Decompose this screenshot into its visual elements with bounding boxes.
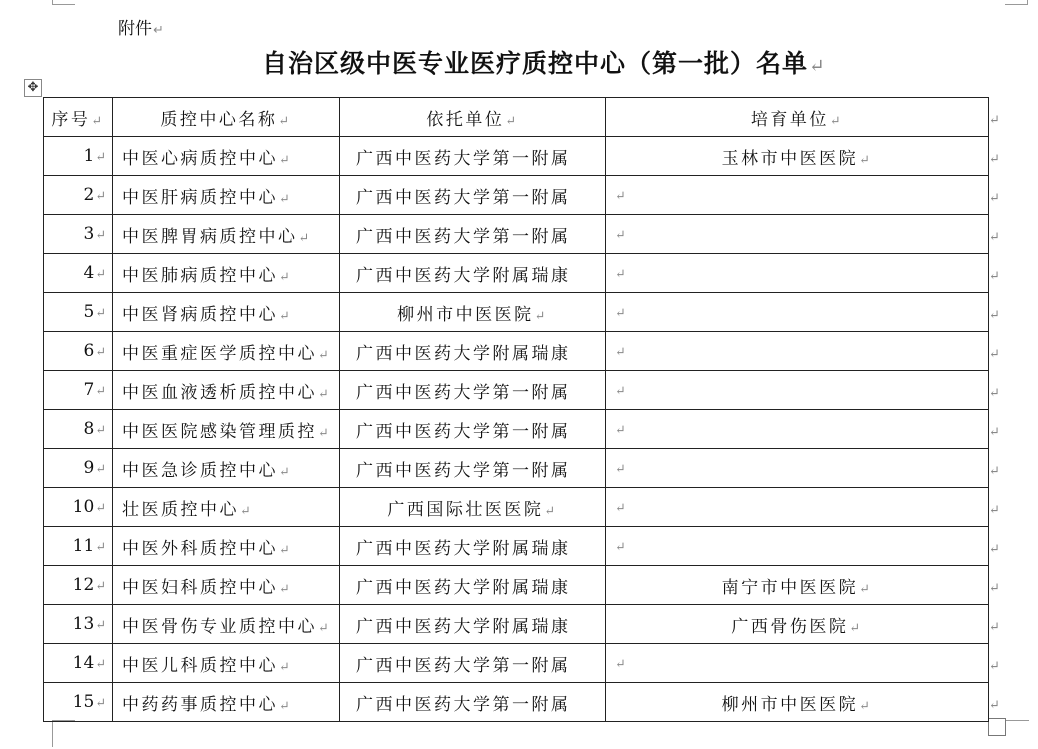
paragraph-mark-icon: ↵ (95, 345, 106, 360)
cell-host-unit[interactable]: 广西中医药大学第一附属 (340, 683, 606, 722)
paragraph-mark-icon: ↵ (544, 503, 558, 519)
row-end-mark-icon: ↵ (989, 542, 1000, 557)
paragraph-mark-icon: ↵ (318, 347, 332, 363)
paragraph-mark-icon: ↵ (279, 659, 293, 675)
cell-cultivation-unit[interactable] (606, 254, 989, 293)
paragraph-mark-icon: ↵ (318, 425, 332, 441)
crop-mark-bottom-left (52, 720, 75, 747)
cell-host-unit[interactable]: 广西国际壮医医院↵ (340, 488, 606, 527)
row-end-mark-icon: ↵ (989, 425, 1000, 440)
cell-cultivation-unit[interactable] (606, 176, 989, 215)
cell-center-name[interactable]: 中医血液透析质控中心↵ (113, 371, 340, 410)
paragraph-mark-icon: ↵ (95, 462, 106, 477)
row-end-mark-icon: ↵ (989, 230, 1000, 245)
cell-cultivation-unit[interactable]: 柳州市中医医院↵ (606, 683, 989, 722)
table-row (44, 371, 989, 410)
cell-serial-number[interactable]: 1↵ (44, 137, 113, 176)
cell-host-unit[interactable]: 广西中医药大学第一附属 (340, 176, 606, 215)
row-end-mark-icon: ↵ (989, 698, 1000, 713)
paragraph-mark-icon: ↵ (859, 698, 873, 714)
paragraph-mark-icon: ↵ (849, 620, 863, 636)
crop-mark-bottom-right (1005, 720, 1029, 721)
paragraph-mark-icon: ↵ (615, 462, 629, 477)
cell-center-name[interactable]: 中医妇科质控中心↵ (113, 566, 340, 605)
cell-center-name[interactable]: 中医急诊质控中心↵ (113, 449, 340, 488)
paragraph-mark-icon: ↵ (859, 581, 873, 597)
paragraph-mark-icon: ↵ (279, 308, 293, 324)
cell-cultivation-unit[interactable]: 南宁市中医医院↵ (606, 566, 989, 605)
cell-host-unit[interactable]: 广西中医药大学附属瑞康 (340, 566, 606, 605)
cell-host-unit[interactable]: 广西中医药大学第一附属 (340, 644, 606, 683)
paragraph-mark-icon: ↵ (95, 384, 106, 399)
paragraph-mark-icon: ↵ (95, 150, 106, 165)
paragraph-mark-icon: ↵ (95, 657, 106, 672)
cell-cultivation-unit[interactable] (606, 449, 989, 488)
paragraph-mark-icon: ↵ (298, 230, 312, 246)
table-row (44, 410, 989, 449)
cell-center-name[interactable]: 中医肝病质控中心↵ (113, 176, 340, 215)
paragraph-mark-icon: ↵ (95, 423, 106, 438)
header-host-unit: 依托单位↵ (340, 98, 606, 137)
cell-center-name[interactable]: 中医骨伤专业质控中心↵ (113, 605, 340, 644)
cell-cultivation-unit[interactable] (606, 488, 989, 527)
row-end-mark-icon: ↵ (989, 464, 1000, 479)
header-center-name: 质控中心名称↵ (113, 98, 340, 137)
paragraph-mark-icon: ↵ (95, 540, 106, 555)
paragraph-mark-icon: ↵ (505, 113, 519, 129)
paragraph-mark-icon: ↵ (153, 23, 164, 38)
paragraph-mark-icon: ↵ (615, 384, 629, 399)
cell-center-name[interactable]: 中药药事质控中心↵ (113, 683, 340, 722)
cell-cultivation-unit[interactable] (606, 293, 989, 332)
paragraph-mark-icon: ↵ (859, 152, 873, 168)
paragraph-mark-icon: ↵ (615, 228, 629, 243)
table-row (44, 566, 989, 605)
table-row (44, 332, 989, 371)
row-end-mark-icon: ↵ (989, 191, 1000, 206)
paragraph-mark-icon: ↵ (279, 152, 293, 168)
cell-serial-number[interactable]: 7↵ (44, 371, 113, 410)
cell-serial-number[interactable]: 5↵ (44, 293, 113, 332)
cell-cultivation-unit[interactable] (606, 644, 989, 683)
row-end-marks (988, 97, 1008, 721)
cell-serial-number[interactable]: 2↵ (44, 176, 113, 215)
paragraph-mark-icon: ↵ (95, 579, 106, 594)
paragraph-mark-icon: ↵ (615, 540, 629, 555)
cell-center-name[interactable]: 中医心病质控中心↵ (113, 137, 340, 176)
cell-serial-number[interactable]: 11↵ (44, 527, 113, 566)
cell-serial-number[interactable]: 15↵ (44, 683, 113, 722)
crop-mark-top-right (1005, 0, 1028, 5)
cell-host-unit[interactable]: 广西中医药大学第一附属 (340, 449, 606, 488)
cell-center-name[interactable]: 中医脾胃病质控中心↵ (113, 215, 340, 254)
table-move-handle-icon[interactable]: ✥ (24, 79, 42, 97)
cell-host-unit[interactable]: 广西中医药大学附属瑞康 (340, 332, 606, 371)
cell-host-unit[interactable]: 广西中医药大学附属瑞康 (340, 527, 606, 566)
cell-serial-number[interactable]: 3↵ (44, 215, 113, 254)
paragraph-mark-icon: ↵ (615, 189, 629, 204)
paragraph-mark-icon: ↵ (91, 113, 105, 129)
paragraph-mark-icon: ↵ (279, 542, 293, 558)
row-end-mark-icon: ↵ (989, 269, 1000, 284)
paragraph-mark-icon: ↵ (534, 308, 548, 324)
table-row (44, 254, 989, 293)
paragraph-mark-icon: ↵ (615, 423, 629, 438)
cell-center-name[interactable]: 中医重症医学质控中心↵ (113, 332, 340, 371)
paragraph-mark-icon: ↵ (318, 386, 332, 402)
row-end-mark-icon: ↵ (989, 113, 1000, 128)
paragraph-mark-icon: ↵ (95, 228, 106, 243)
table-row (44, 683, 989, 722)
cell-center-name[interactable]: 中医肺病质控中心↵ (113, 254, 340, 293)
table-row (44, 137, 989, 176)
cell-host-unit[interactable]: 广西中医药大学第一附属 (340, 371, 606, 410)
paragraph-mark-icon: ↵ (318, 620, 332, 636)
row-end-mark-icon: ↵ (989, 659, 1000, 674)
row-end-mark-icon: ↵ (989, 308, 1000, 323)
cell-serial-number[interactable]: 8↵ (44, 410, 113, 449)
table-row (44, 527, 989, 566)
cell-host-unit[interactable]: 广西中医药大学附属瑞康 (340, 605, 606, 644)
paragraph-mark-icon: ↵ (615, 267, 629, 282)
paragraph-mark-icon: ↵ (240, 503, 254, 519)
paragraph-mark-icon: ↵ (95, 618, 106, 633)
table-row (44, 176, 989, 215)
table-row (44, 215, 989, 254)
header-serial-number: 序号↵ (44, 98, 113, 137)
cell-cultivation-unit[interactable] (606, 527, 989, 566)
cell-cultivation-unit[interactable] (606, 371, 989, 410)
paragraph-mark-icon: ↵ (278, 113, 292, 129)
cell-serial-number[interactable]: 6↵ (44, 332, 113, 371)
table-row (44, 644, 989, 683)
cell-serial-number[interactable]: 9↵ (44, 449, 113, 488)
cell-cultivation-unit[interactable] (606, 410, 989, 449)
cell-host-unit[interactable]: 柳州市中医医院↵ (340, 293, 606, 332)
table-row (44, 449, 989, 488)
paragraph-mark-icon: ↵ (615, 306, 629, 321)
row-end-mark-icon: ↵ (989, 386, 1000, 401)
table-row (44, 488, 989, 527)
row-end-mark-icon: ↵ (989, 581, 1000, 596)
document-title: 自治区级中医专业医疗质控中心（第一批）名单↵ (262, 49, 826, 78)
cell-center-name[interactable]: 中医外科质控中心↵ (113, 527, 340, 566)
cell-cultivation-unit[interactable]: 玉林市中医医院↵ (606, 137, 989, 176)
row-end-mark-icon: ↵ (989, 347, 1000, 362)
cell-serial-number[interactable]: 4↵ (44, 254, 113, 293)
cell-center-name[interactable]: 中医肾病质控中心↵ (113, 293, 340, 332)
cell-host-unit[interactable]: 广西中医药大学第一附属 (340, 215, 606, 254)
cell-host-unit[interactable]: 广西中医药大学第一附属 (340, 137, 606, 176)
quality-control-center-table (43, 97, 989, 722)
paragraph-mark-icon: ↵ (95, 696, 106, 711)
paragraph-mark-icon: ↵ (279, 698, 293, 714)
row-end-mark-icon: ↵ (989, 152, 1000, 167)
table-body (44, 137, 989, 722)
paragraph-mark-icon: ↵ (95, 501, 106, 516)
table-row (44, 605, 989, 644)
attachment-label: 附件↵ (118, 19, 164, 39)
table-row (44, 293, 989, 332)
paragraph-mark-icon: ↵ (279, 464, 293, 480)
cell-cultivation-unit[interactable] (606, 215, 989, 254)
paragraph-mark-icon: ↵ (615, 345, 629, 360)
paragraph-mark-icon: ↵ (829, 113, 844, 129)
cell-host-unit[interactable]: 广西中医药大学附属瑞康 (340, 254, 606, 293)
cell-serial-number[interactable]: 12↵ (44, 566, 113, 605)
paragraph-mark-icon: ↵ (279, 581, 293, 597)
paragraph-mark-icon: ↵ (809, 56, 826, 77)
row-end-mark-icon: ↵ (989, 503, 1000, 518)
cell-cultivation-unit[interactable] (606, 332, 989, 371)
cell-serial-number[interactable]: 13↵ (44, 605, 113, 644)
cell-center-name[interactable]: 中医儿科质控中心↵ (113, 644, 340, 683)
paragraph-mark-icon: ↵ (615, 501, 629, 516)
paragraph-mark-icon: ↵ (279, 191, 293, 207)
paragraph-mark-icon: ↵ (95, 189, 106, 204)
cell-serial-number[interactable]: 10↵ (44, 488, 113, 527)
paragraph-mark-icon: ↵ (615, 657, 629, 672)
cell-serial-number[interactable]: 14↵ (44, 644, 113, 683)
cell-cultivation-unit[interactable]: 广西骨伤医院↵ (606, 605, 989, 644)
paragraph-mark-icon: ↵ (95, 267, 106, 282)
crop-mark-top-left (52, 0, 75, 5)
paragraph-mark-icon: ↵ (279, 269, 293, 285)
row-end-mark-icon: ↵ (989, 620, 1000, 635)
header-cultivation-unit: 培育单位↵ (606, 98, 989, 137)
cell-center-name[interactable]: 壮医质控中心↵ (113, 488, 340, 527)
cell-center-name[interactable]: 中医医院感染管理质控↵ (113, 410, 340, 449)
cell-host-unit[interactable]: 广西中医药大学第一附属 (340, 410, 606, 449)
paragraph-mark-icon: ↵ (95, 306, 106, 321)
table-header-row (44, 98, 989, 137)
